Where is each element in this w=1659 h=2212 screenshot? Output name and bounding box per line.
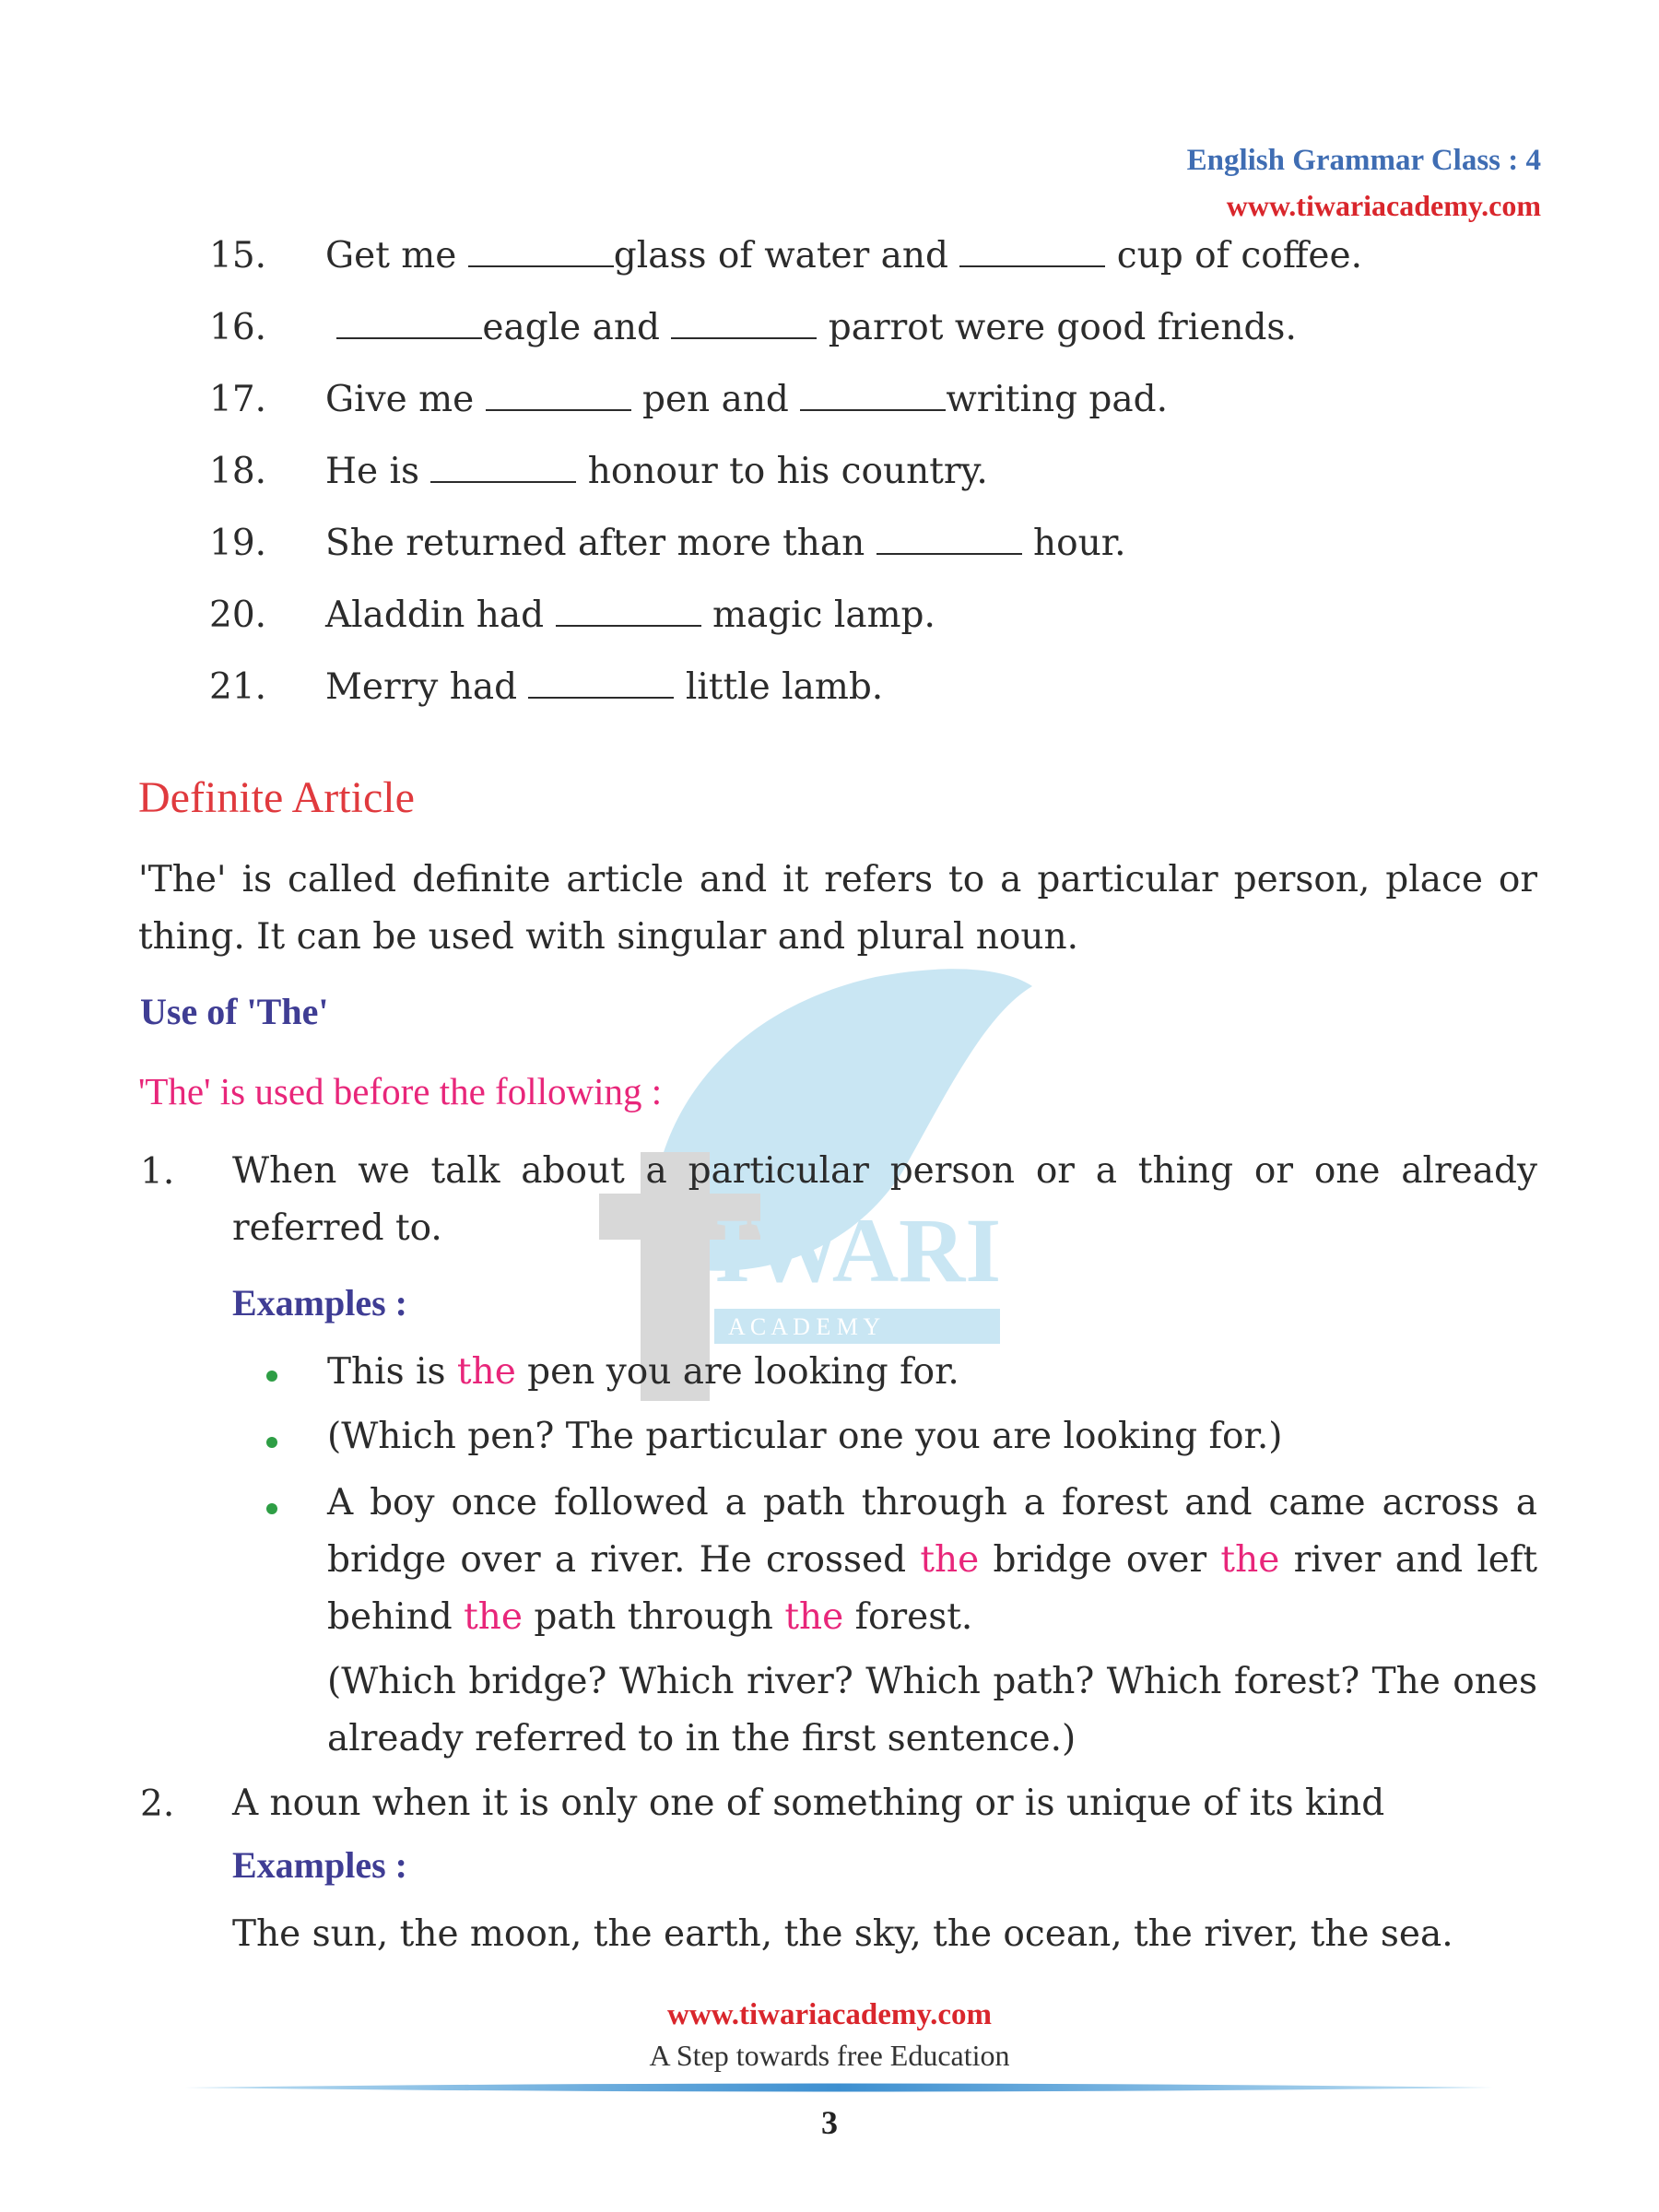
blank-field — [528, 665, 674, 699]
exercise-number: 18. — [209, 451, 267, 492]
exercise-number: 16. — [209, 307, 267, 348]
exercise-text: Get me glass of water and cup of coffee. — [325, 235, 1362, 276]
item1-bullet2: (Which pen? The particular one you are looking for.) — [327, 1416, 1283, 1457]
blank-field — [468, 234, 614, 267]
exercise-number: 19. — [209, 523, 267, 564]
footer-url[interactable]: www.tiwariacademy.com — [667, 1998, 992, 2031]
watermark-small: A C A D E M Y — [728, 1313, 881, 1340]
section-intro: 'The' is called definite article and it refers to a particular person, place or thing. It can be used with singular and plural noun. — [138, 859, 1537, 958]
item2-text: A noun when it is only one of something or is unique of its kind — [232, 1783, 1385, 1824]
blank-field — [671, 306, 817, 339]
exercise-number: 21. — [209, 666, 267, 708]
item1-note: (Which bridge? Which river? Which path? Which forest? The ones already referred to in the first sentence.) — [327, 1661, 1537, 1759]
exercise-text: Give me pen and writing pad. — [325, 379, 1169, 420]
blank-field — [486, 378, 631, 411]
blank-field — [959, 234, 1105, 267]
exercise-text: He is honour to his country. — [325, 451, 988, 492]
blank-field — [877, 522, 1022, 555]
bullet-dot — [266, 1371, 277, 1382]
footer-tagline: A Step towards free Education — [649, 2039, 1010, 2072]
exercise-number: 17. — [209, 379, 267, 420]
exercise-item — [0, 229, 1659, 284]
page-number: 3 — [821, 2104, 838, 2141]
use-heading: Use of 'The' — [140, 991, 329, 1032]
bullet-dot — [266, 1437, 277, 1448]
exercise-text: She returned after more than hour. — [325, 523, 1126, 564]
exercise-item — [0, 516, 1659, 571]
item2-examples-label: Examples : — [232, 1844, 407, 1886]
blank-field — [800, 378, 946, 411]
item2-examples-text: The sun, the moon, the earth, the sky, the ocean, the river, the sea. — [232, 1913, 1453, 1955]
blank-field — [336, 306, 482, 339]
item2-number: 2. — [140, 1783, 175, 1825]
exercise-item — [0, 588, 1659, 643]
exercise-item — [0, 300, 1659, 356]
header-url[interactable]: www.tiwariacademy.com — [1226, 189, 1541, 222]
exercise-item — [0, 660, 1659, 715]
watermark-big: IWARI — [714, 1199, 1002, 1301]
exercise-number: 15. — [209, 235, 267, 276]
item1-text: When we talk about a particular person or a thing or one already referred to. — [232, 1150, 1537, 1249]
bullet-dot — [266, 1503, 277, 1514]
header-title: English Grammar Class : 4 — [1186, 144, 1541, 177]
section-heading: Definite Article — [138, 773, 415, 822]
exercise-number: 20. — [209, 594, 267, 636]
footer-divider — [184, 2081, 1493, 2094]
exercise-text: eagle and parrot were good friends. — [325, 300, 1297, 356]
item1-number: 1. — [140, 1151, 175, 1193]
item1-examples-label: Examples : — [232, 1282, 407, 1324]
exercise-item — [0, 372, 1659, 428]
exercise-text: Merry had little lamb. — [325, 666, 884, 708]
following-heading: 'The' is used before the following : — [138, 1070, 663, 1112]
exercise-text: Aladdin had magic lamp. — [325, 594, 935, 636]
blank-field — [430, 450, 576, 483]
exercise-item — [0, 444, 1659, 500]
item1-bullet1: This is the pen you are looking for. — [327, 1351, 959, 1393]
item1-bullet3: A boy once followed a path through a forest and came across a bridge over a river. He crossed the bridge over the river and left behind the path through the forest. — [327, 1482, 1537, 1638]
blank-field — [556, 594, 701, 627]
